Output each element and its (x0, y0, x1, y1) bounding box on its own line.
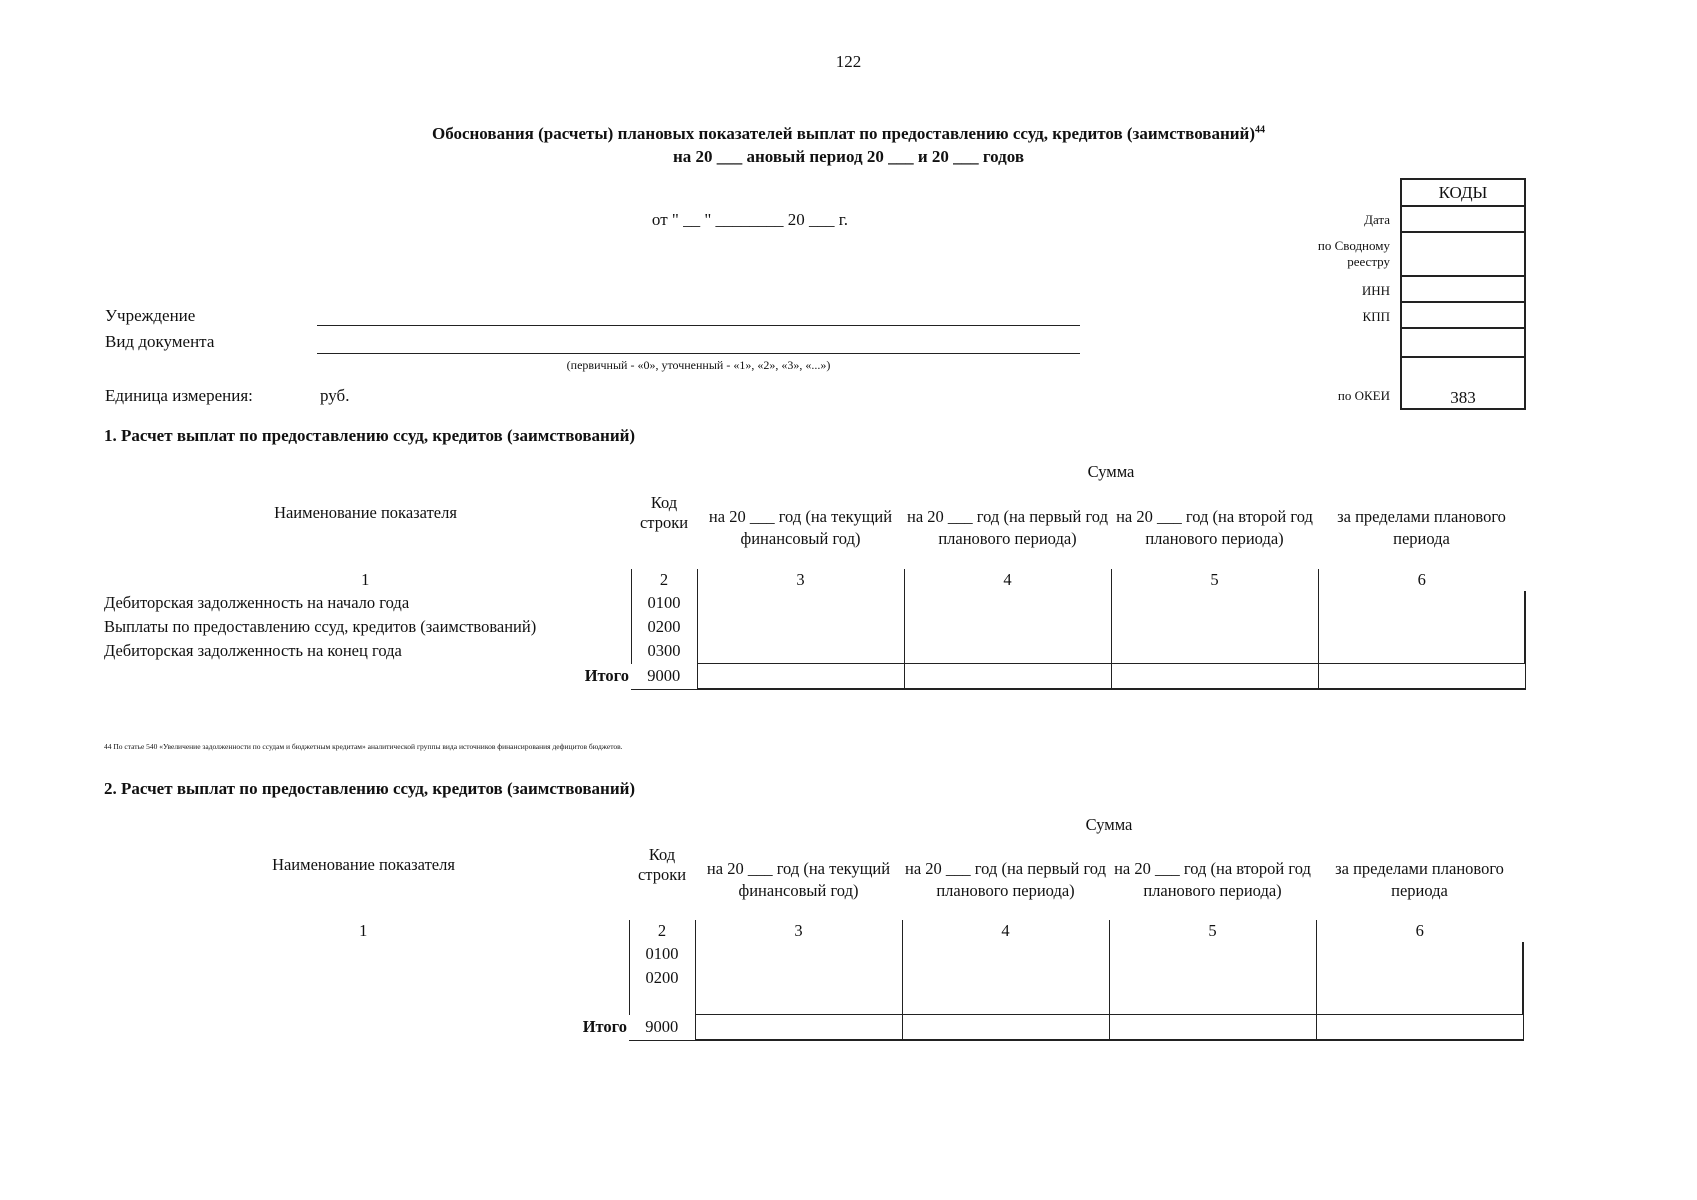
header-col-second-year: на 20 ___ год (на второй год планового периода) (1114, 859, 1311, 900)
unit-value: руб. (320, 386, 350, 405)
col-number: 1 (361, 570, 370, 589)
header-col-current-year: на 20 ___ год (на текущий финансовый год) (708, 507, 893, 548)
unit-label: Единица измерения: (105, 386, 253, 405)
total-value-cell[interactable] (902, 1015, 1109, 1041)
row-name: Выплаты по предоставлению ссуд, кредитов (заимствований) (104, 617, 537, 636)
header-col-beyond: за пределами планового периода (1335, 859, 1504, 900)
institution-label: Учреждение (105, 306, 196, 325)
col-number: 5 (1111, 569, 1318, 591)
total-value-cell[interactable] (695, 1015, 902, 1041)
codes-label-kpp: КПП (1362, 309, 1390, 324)
section2-table (98, 809, 1524, 1041)
total-row (98, 1015, 1523, 1041)
total-value-cell[interactable] (1316, 1015, 1523, 1041)
col-number: 2 (631, 569, 697, 591)
institution-field[interactable] (317, 325, 1080, 326)
value-cell[interactable] (902, 966, 1109, 990)
value-cell[interactable] (1318, 639, 1525, 664)
value-cell[interactable] (1318, 591, 1525, 615)
header-sum: Сумма (1087, 461, 1135, 481)
value-cell[interactable] (902, 990, 1109, 1015)
codes-label-okei: по ОКЕИ (1337, 388, 1390, 403)
footnote: 44 По статье 540 «Увеличение задолженности по ссудам и бюджетным кредитам» аналитической группы вида источников финансирования дефицитов бюджетов. (104, 742, 623, 751)
row-code: 0200 (629, 966, 695, 990)
footnote-ref: 44 (1255, 124, 1266, 136)
col-number: 4 (902, 920, 1109, 942)
col-number: 2 (629, 920, 695, 942)
value-cell[interactable] (904, 639, 1111, 664)
document-title (200, 124, 1497, 144)
doc-type-label: Вид документа (105, 332, 215, 351)
doc-type-hint: (первичный - «0», уточненный - «1», «2», «3», «...») (566, 358, 831, 372)
total-value-cell[interactable] (904, 664, 1111, 690)
col-number: 4 (904, 569, 1111, 591)
value-cell[interactable] (1316, 942, 1523, 966)
table-row (98, 966, 1523, 990)
total-value-cell[interactable] (1109, 1015, 1316, 1041)
header-name: Наименование показателя (274, 502, 457, 522)
value-cell[interactable] (1109, 990, 1316, 1015)
section1-table (100, 456, 1526, 690)
header-code: Код строки (639, 492, 689, 532)
value-cell[interactable] (697, 615, 904, 639)
total-code: 9000 (629, 1015, 695, 1041)
total-label: Итого (584, 666, 629, 686)
row-name[interactable] (98, 990, 629, 1015)
header-col-second-year: на 20 ___ год (на второй год планового периода) (1116, 507, 1313, 548)
value-cell[interactable] (1109, 942, 1316, 966)
total-label: Итого (582, 1017, 627, 1037)
col-number: 3 (697, 569, 904, 591)
value-cell[interactable] (695, 942, 902, 966)
row-code: 0100 (631, 591, 697, 615)
value-cell[interactable] (904, 615, 1111, 639)
value-cell[interactable] (904, 591, 1111, 615)
table-row (100, 591, 1525, 615)
codes-label-date: Дата (1364, 212, 1390, 227)
codes-table (1400, 178, 1526, 410)
table-row (100, 615, 1525, 639)
date-line: от " __ " ________ 20 ___ г. (651, 210, 849, 229)
total-value-cell[interactable] (1318, 664, 1525, 690)
header-code: Код строки (637, 844, 687, 884)
row-code: 0300 (631, 639, 697, 664)
row-code: 0100 (629, 942, 695, 966)
value-cell[interactable] (1111, 615, 1318, 639)
value-cell[interactable] (695, 966, 902, 990)
value-cell[interactable] (1109, 966, 1316, 990)
total-value-cell[interactable] (1111, 664, 1318, 690)
codes-label-inn: ИНН (1361, 283, 1390, 298)
col-number: 1 (359, 921, 368, 940)
header-col-beyond: за пределами планового периода (1337, 507, 1506, 548)
table-row (98, 990, 1523, 1015)
value-cell[interactable] (697, 591, 904, 615)
row-name[interactable] (98, 942, 629, 966)
total-value-cell[interactable] (697, 664, 904, 690)
total-code: 9000 (631, 664, 697, 690)
col-number: 6 (1316, 920, 1523, 942)
code-okei: 383 (1401, 357, 1525, 409)
row-name[interactable] (98, 966, 629, 990)
table-row (100, 639, 1525, 664)
header-col-current-year: на 20 ___ год (на текущий финансовый год) (706, 859, 891, 900)
document-title-text: Обоснования (расчеты) плановых показателей выплат по предоставлению ссуд, кредитов (заимствований) (431, 124, 1256, 143)
table-row (98, 942, 1523, 966)
value-cell[interactable] (1111, 591, 1318, 615)
value-cell[interactable] (1316, 990, 1523, 1015)
col-number: 5 (1109, 920, 1316, 942)
code-inn (1401, 276, 1525, 302)
value-cell[interactable] (697, 639, 904, 664)
code-registry (1401, 232, 1525, 276)
header-name: Наименование показателя (272, 854, 455, 874)
header-col-first-year: на 20 ___ год (на первый год планового периода) (907, 507, 1108, 548)
col-number: 3 (695, 920, 902, 942)
row-name: Дебиторская задолженность на начало года (104, 593, 410, 612)
value-cell[interactable] (1316, 966, 1523, 990)
section2-title: 2. Расчет выплат по предоставлению ссуд, кредитов (заимствований) (104, 779, 636, 798)
header-sum: Сумма (1085, 814, 1133, 834)
code-date (1401, 206, 1525, 232)
codes-label-registry: по Сводному реестру (1317, 238, 1390, 269)
col-number: 6 (1318, 569, 1525, 591)
document-subtitle: на 20 ___ ановый период 20 ___ и 20 ___ годов (672, 147, 1025, 166)
value-cell[interactable] (1318, 615, 1525, 639)
code-kpp (1401, 302, 1525, 328)
value-cell[interactable] (1111, 639, 1318, 664)
code-doc-type (1401, 328, 1525, 357)
codes-header: КОДЫ (1401, 179, 1525, 206)
section1-title: 1. Расчет выплат по предоставлению ссуд, кредитов (заимствований) (104, 426, 636, 445)
page-number: 122 (835, 52, 862, 71)
header-col-first-year: на 20 ___ год (на первый год планового периода) (905, 859, 1106, 900)
value-cell[interactable] (695, 990, 902, 1015)
row-code (629, 990, 695, 1015)
total-row (100, 664, 1525, 690)
value-cell[interactable] (902, 942, 1109, 966)
row-code: 0200 (631, 615, 697, 639)
row-name: Дебиторская задолженность на конец года (104, 641, 402, 661)
doc-type-field[interactable] (317, 353, 1080, 354)
